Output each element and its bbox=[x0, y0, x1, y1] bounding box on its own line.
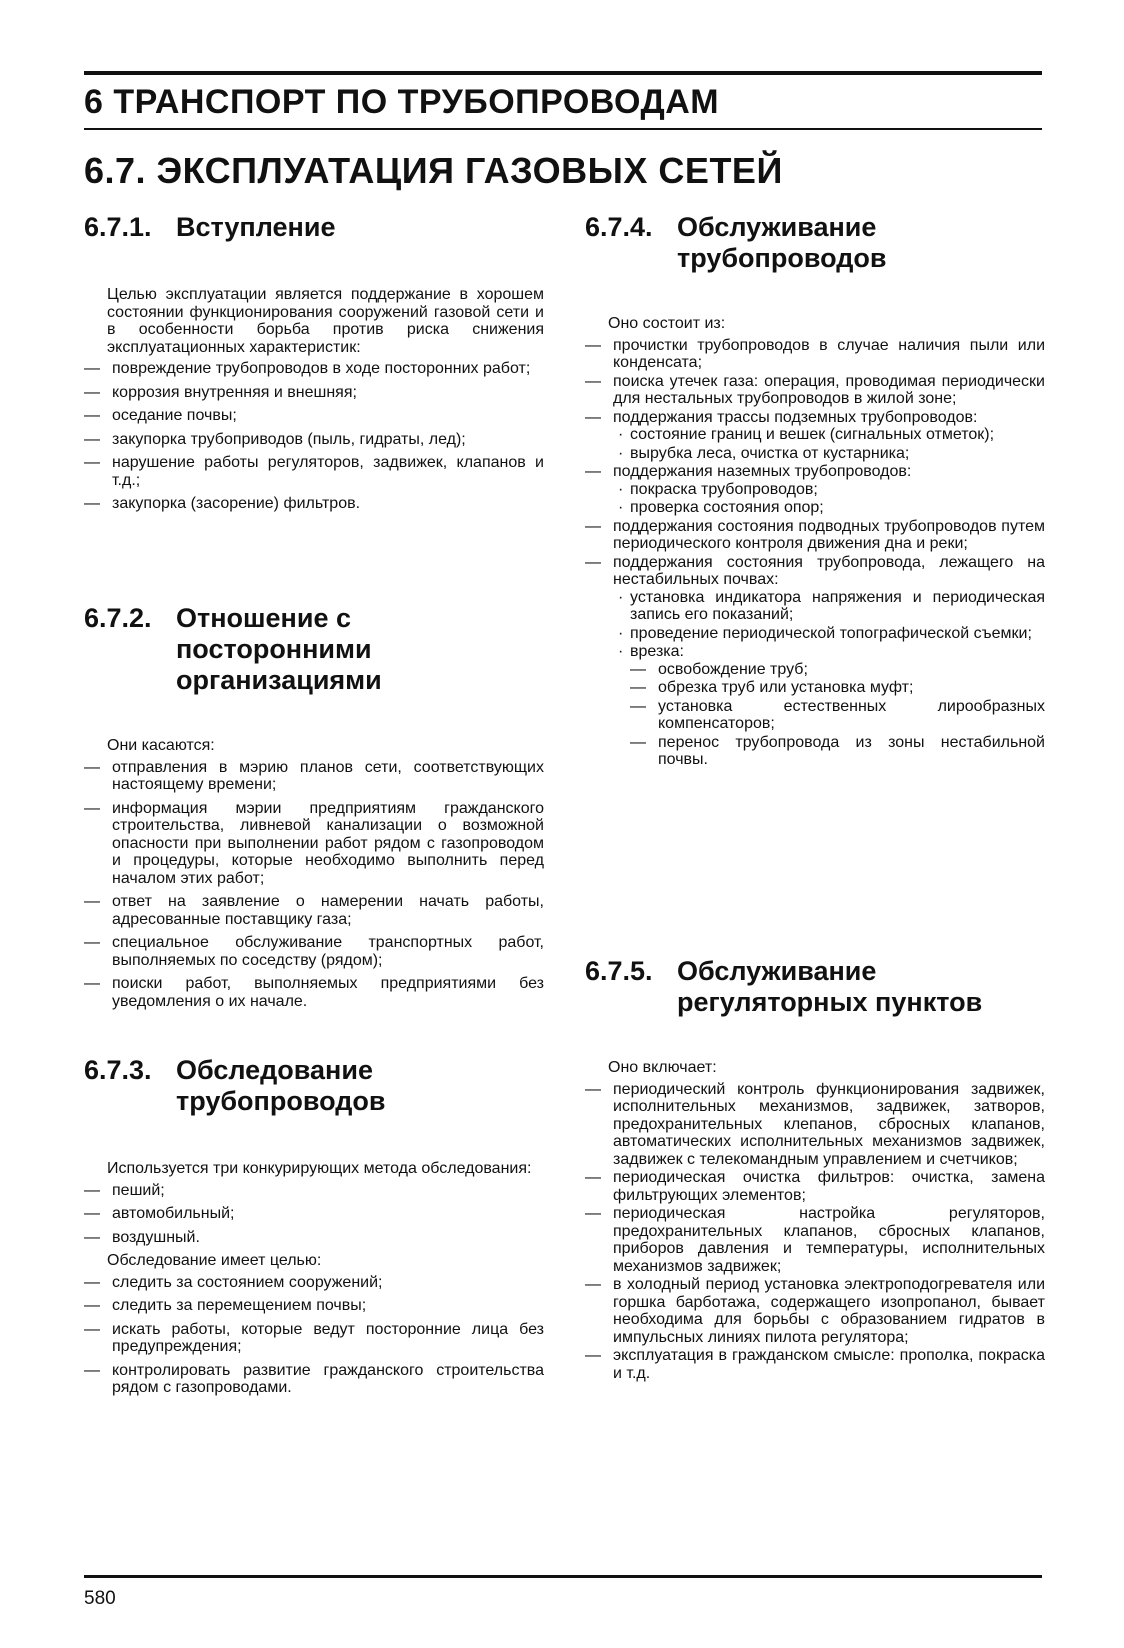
bullet-marker: · bbox=[618, 426, 624, 443]
sublist-item bbox=[630, 698, 1045, 733]
subsection-heading bbox=[84, 603, 544, 696]
footer-rule bbox=[84, 1575, 1042, 1578]
sublist-item bbox=[630, 679, 1045, 697]
list-item bbox=[585, 337, 1045, 372]
sublist-item-text: установка естественных лирообразных компенсаторов; bbox=[658, 697, 1045, 732]
dash-marker: — bbox=[84, 495, 100, 512]
list-item-text: информация мэрии предприятиям гражданского строительства, ливневой канализации о возможной опасности при выполнении работ рядом с газопроводом и процедуры, которые необходимо выполнить перед началом этих работ; bbox=[112, 799, 544, 887]
dash-list bbox=[585, 1081, 1045, 1383]
bullet-list bbox=[613, 589, 1045, 769]
subsection-6-7-2 bbox=[84, 603, 544, 1016]
dash-marker: — bbox=[84, 1181, 100, 1199]
subsection-number: 6.7.5. bbox=[585, 956, 653, 986]
intro-paragraph: Оно состоит из: bbox=[608, 315, 726, 332]
list-item-text: повреждение трубопроводов в ходе посторонних работ; bbox=[112, 360, 531, 377]
intro-paragraph: Используется три конкурирующих метода обследования: bbox=[107, 1160, 532, 1177]
subsection-6-7-1 bbox=[84, 212, 544, 519]
section-title: 6.7. ЭКСПЛУАТАЦИЯ ГАЗОВЫХ СЕТЕЙ bbox=[84, 150, 783, 191]
bullet-item bbox=[613, 589, 1045, 624]
subsection-heading bbox=[84, 212, 544, 243]
list-item bbox=[84, 407, 544, 425]
subsection-title: Вступление bbox=[176, 212, 336, 242]
dash-marker: — bbox=[585, 463, 601, 480]
dash-marker: — bbox=[630, 733, 646, 751]
dash-marker: — bbox=[585, 1276, 601, 1293]
subsection-title: Обслуживание трубопроводов bbox=[677, 212, 887, 273]
list-item bbox=[84, 384, 544, 402]
bullet-marker: · bbox=[618, 643, 624, 660]
dash-marker: — bbox=[84, 1273, 100, 1291]
sublist-item-text: освобождение труб; bbox=[658, 660, 808, 678]
list-item-text: коррозия внутренняя и внешняя; bbox=[112, 383, 357, 401]
dash-marker: — bbox=[84, 360, 100, 377]
dash-marker: — bbox=[84, 1297, 100, 1314]
list-item bbox=[84, 360, 544, 378]
list-item-text: нарушение работы регуляторов, задвижек, клапанов и т.д.; bbox=[112, 454, 544, 489]
bullet-item bbox=[613, 445, 1045, 463]
subsection-heading bbox=[585, 956, 1045, 1018]
bullet-list bbox=[613, 481, 1045, 517]
dash-marker: — bbox=[585, 1205, 601, 1222]
bullet-item-text: покраска трубопроводов; bbox=[630, 480, 818, 498]
sublist-item-text: перенос трубопровода из зоны нестабильной почвы. bbox=[658, 733, 1045, 768]
aim-intro: Обследование имеет целью: bbox=[107, 1252, 322, 1269]
list-item bbox=[84, 759, 544, 794]
list-item bbox=[84, 495, 544, 513]
list-item-text: эксплуатация в гражданском смысле: прополка, покраска и т.д. bbox=[613, 1347, 1045, 1382]
dash-marker: — bbox=[630, 697, 646, 715]
dash-marker: — bbox=[585, 517, 601, 535]
subsection-heading bbox=[84, 1055, 544, 1117]
list-item-text: поиски работ, выполняемых предприятиями без уведомления о их начале. bbox=[112, 975, 544, 1010]
chapter-rule bbox=[84, 128, 1042, 130]
dash-marker: — bbox=[585, 1169, 601, 1186]
list-item bbox=[585, 1081, 1045, 1169]
dash-marker: — bbox=[585, 1347, 601, 1364]
list-item-text: ответ на заявление о намерении начать работы, адресованные поставщику газа; bbox=[112, 893, 544, 928]
bullet-marker: · bbox=[618, 624, 624, 642]
list-item-text: воздушный. bbox=[112, 1228, 200, 1246]
list-item bbox=[84, 431, 544, 449]
list-item-text: оседание почвы; bbox=[112, 407, 237, 424]
subsection-heading bbox=[585, 212, 1045, 274]
list-item bbox=[84, 1297, 544, 1315]
list-item-text: закупорка (засорение) фильтров. bbox=[112, 495, 361, 512]
list-item-text: контролировать развитие гражданского строительства рядом с газопроводами. bbox=[112, 1361, 544, 1396]
list-item bbox=[585, 1276, 1045, 1346]
list-item bbox=[84, 454, 544, 489]
list-item bbox=[84, 1274, 544, 1292]
dash-marker: — bbox=[84, 758, 100, 776]
list-item-text: специальное обслуживание транспортных работ, выполняемых по соседству (рядом); bbox=[112, 934, 544, 969]
dash-marker: — bbox=[84, 799, 100, 817]
dash-marker: — bbox=[84, 1205, 100, 1222]
list-item-text: поддержания состояния трубопровода, лежащего на нестабильных почвах: bbox=[613, 553, 1045, 588]
dash-marker: — bbox=[84, 1228, 100, 1246]
top-rule bbox=[84, 71, 1042, 75]
sublist-item-text: обрезка труб или установка муфт; bbox=[658, 679, 914, 696]
subsection-number: 6.7.1. bbox=[84, 212, 152, 242]
list-item-text: пеший; bbox=[112, 1181, 165, 1199]
list-item bbox=[84, 1321, 544, 1356]
bullet-marker: · bbox=[618, 480, 624, 498]
dash-marker: — bbox=[84, 454, 100, 471]
dash-marker: — bbox=[585, 1080, 601, 1098]
subsection-number: 6.7.2. bbox=[84, 603, 152, 633]
subsection-title: Обследование трубопроводов bbox=[176, 1055, 386, 1116]
list-item-text: периодическая настройка регуляторов, предохранительных клапанов, сбросных клапанов, приборов давления и температуры, исполнительных механизмов задвижек; bbox=[613, 1205, 1045, 1275]
bullet-item-text: состояние границ и вешек (сигнальных отметок); bbox=[630, 426, 995, 443]
bullet-item bbox=[613, 625, 1045, 643]
dash-marker: — bbox=[585, 553, 601, 571]
list-item-text: следить за перемещением почвы; bbox=[112, 1297, 367, 1314]
bullet-item bbox=[613, 481, 1045, 499]
list-item bbox=[585, 1347, 1045, 1382]
subsection-title: Отношение с посторонними организациями bbox=[176, 603, 382, 695]
list-item bbox=[84, 893, 544, 928]
bullet-item bbox=[613, 499, 1045, 517]
bullet-item bbox=[613, 426, 1045, 444]
bullet-item-text: врезка: bbox=[630, 643, 684, 660]
dash-marker: — bbox=[84, 383, 100, 401]
intro-paragraph: Они касаются: bbox=[107, 737, 215, 754]
list-item bbox=[585, 373, 1045, 408]
dash-list bbox=[84, 360, 544, 513]
list-item bbox=[585, 1205, 1045, 1275]
bullet-item bbox=[613, 643, 1045, 769]
list-item-text: периодическая очистка фильтров: очистка, замена фильтрующих элементов; bbox=[613, 1169, 1045, 1204]
dash-marker: — bbox=[84, 1320, 100, 1338]
subsection-number: 6.7.3. bbox=[84, 1055, 152, 1085]
list-item-text: автомобильный; bbox=[112, 1205, 235, 1222]
subsection-6-7-3 bbox=[84, 1055, 544, 1403]
sublist-item bbox=[630, 661, 1045, 679]
dash-marker: — bbox=[585, 408, 601, 426]
list-item-text: поддержания состояния подводных трубопроводов путем периодического контроля движения дна и реки; bbox=[613, 517, 1045, 552]
list-item-text: закупорка трубоприводов (пыль, гидраты, лед); bbox=[112, 430, 466, 448]
dash-marker: — bbox=[630, 679, 646, 696]
dash-marker: — bbox=[84, 934, 100, 951]
bullet-item-text: проведение периодической топографической съемки; bbox=[630, 624, 1032, 642]
list-item-text: поиска утечек газа: операция, проводимая периодически для нестальных трубопроводов в жилой зоне; bbox=[613, 372, 1045, 407]
subsection-title: Обслуживание регуляторных пунктов bbox=[677, 956, 983, 1017]
dash-list bbox=[585, 337, 1045, 769]
list-item bbox=[585, 463, 1045, 517]
list-item bbox=[84, 934, 544, 969]
chapter-title: 6 ТРАНСПОРТ ПО ТРУБОПРОВОДАМ bbox=[84, 83, 720, 121]
dash-marker: — bbox=[585, 372, 601, 390]
list-item-text: периодический контроль функционирования задвижек, исполнительных механизмов, задвижек, затворов, предохранительных клепанов, сбросных клапанов, автоматических исполнительных механизмов задвижек, задвижек с телекомандным управлением и счетчиков; bbox=[613, 1080, 1045, 1168]
dash-list bbox=[84, 759, 544, 1011]
dash-marker: — bbox=[84, 975, 100, 992]
bullet-list bbox=[613, 426, 1045, 462]
subsection-6-7-5 bbox=[585, 956, 1045, 1383]
list-item-text: в холодный период установка электроподогревателя или горшка барботажа, содержащего изопропанол, бывает необходима для борьбы с образованием гидратов в импульсных линиях пилота регулятора; bbox=[613, 1276, 1045, 1346]
list-item bbox=[84, 1182, 544, 1200]
list-item bbox=[84, 1362, 544, 1397]
dash-list bbox=[84, 1182, 544, 1247]
list-item bbox=[84, 1229, 544, 1247]
intro-paragraph: Целью эксплуатации является поддержание в хорошем состоянии функционирования сооружений газовой сети и в особенности борьба против риска снижения эксплуатационных характеристик: bbox=[107, 286, 544, 356]
list-item bbox=[585, 518, 1045, 553]
intro-paragraph: Оно включает: bbox=[608, 1059, 717, 1076]
list-item-text: отправления в мэрию планов сети, соответствующих настоящему времени; bbox=[112, 758, 544, 793]
dash-marker: — bbox=[84, 893, 100, 910]
list-item bbox=[84, 800, 544, 888]
dash-list bbox=[84, 1274, 544, 1397]
bullet-marker: · bbox=[618, 588, 624, 606]
bullet-item-text: установка индикатора напряжения и периодическая запись его показаний; bbox=[630, 588, 1045, 623]
subsection-number: 6.7.4. bbox=[585, 212, 653, 242]
bullet-item-text: проверка состояния опор; bbox=[630, 499, 824, 516]
list-item-text: поддержания трассы подземных трубопроводов: bbox=[613, 408, 978, 426]
list-item bbox=[585, 409, 1045, 463]
bullet-item-text: вырубка леса, очистка от кустарника; bbox=[630, 444, 910, 462]
dash-marker: — bbox=[630, 660, 646, 678]
page-number: 580 bbox=[84, 1588, 116, 1609]
dash-marker: — bbox=[84, 1361, 100, 1379]
subsection-6-7-4 bbox=[585, 212, 1045, 770]
dash-marker: — bbox=[84, 430, 100, 448]
dash-sublist bbox=[630, 661, 1045, 769]
sublist-item bbox=[630, 734, 1045, 769]
bullet-marker: · bbox=[618, 444, 624, 462]
list-item bbox=[84, 1205, 544, 1223]
list-item bbox=[585, 554, 1045, 769]
dash-marker: — bbox=[84, 407, 100, 424]
list-item-text: следить за состоянием сооружений; bbox=[112, 1273, 383, 1291]
list-item-text: искать работы, которые ведут посторонние лица без предупреждения; bbox=[112, 1320, 544, 1355]
list-item-text: поддержания наземных трубопроводов: bbox=[613, 463, 912, 480]
bullet-marker: · bbox=[618, 499, 624, 516]
dash-marker: — bbox=[585, 336, 601, 354]
list-item bbox=[84, 975, 544, 1010]
list-item-text: прочистки трубопроводов в случае наличия пыли или конденсата; bbox=[613, 336, 1045, 371]
list-item bbox=[585, 1169, 1045, 1204]
